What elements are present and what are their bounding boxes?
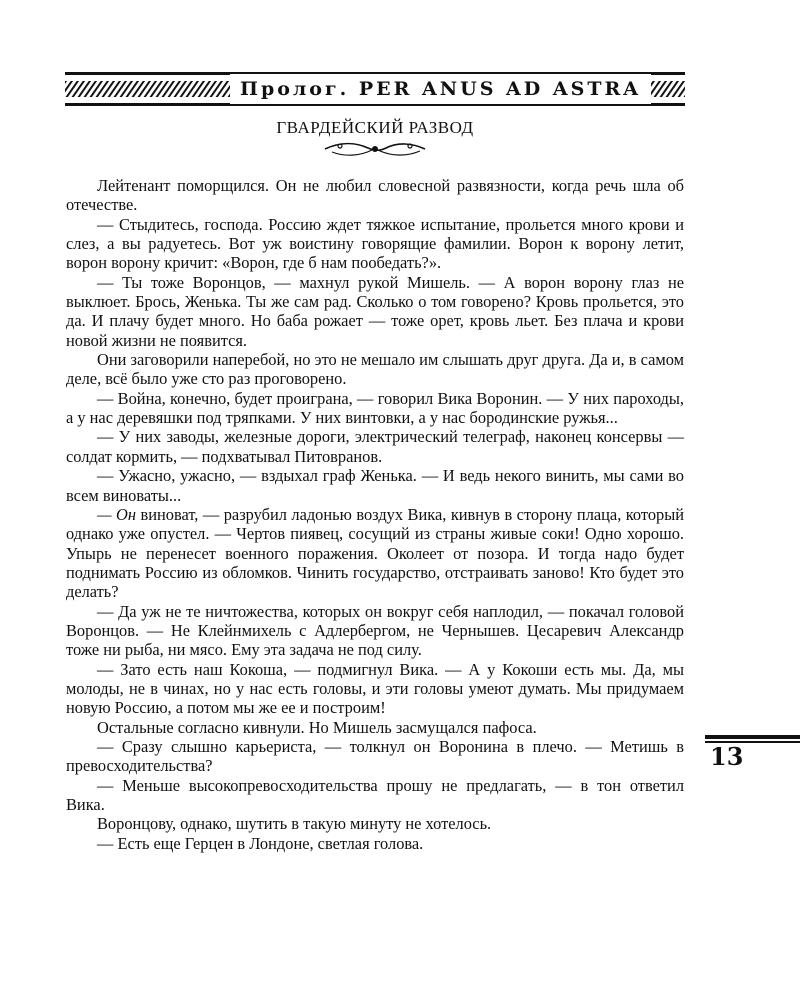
paragraph: Воронцову, однако, шутить в такую минуту не хотелось. bbox=[97, 814, 492, 834]
section-title: ГВАРДЕЙСКИЙ РАЗВОД bbox=[276, 118, 474, 137]
paragraph: — Меньше высокопревосходительства прошу не предлагать, — в тон ответил Вика. bbox=[66, 775, 684, 814]
paragraph: — Война, конечно, будет проиграна, — говорил Вика Воронин. — У них пароходы, а у нас деревяшки под тряпками. У них винтовки, а у нас бородинские ружья... bbox=[66, 388, 684, 428]
paragraph: — Зато есть наш Кокоша, — подмигнул Вика. — А у Кокоши есть мы. Да, мы молоды, не в чинах, но у нас есть головы, и эти головы умеют думать. Мы придумаем новую Россию, а потом мы же ее и построим! bbox=[66, 659, 684, 718]
paragraph: — Сразу слышно карьериста, — толкнул он Воронина в плечо. — Метишь в превосходительства? bbox=[66, 736, 684, 776]
flourish-ornament-icon bbox=[320, 138, 430, 160]
paragraph: Лейтенант поморщился. Он не любил словесной развязности, когда речь шла об отечестве. bbox=[66, 176, 684, 215]
paragraph: — Есть еще Герцен в Лондоне, светлая голова. bbox=[97, 833, 424, 853]
main-text bbox=[66, 176, 684, 853]
paragraph: — Ты тоже Воронцов, — махнул рукой Мишель. — А ворон ворону глаз не выклюет. Брось, Женька. Ты же сам рад. Сколько о том говорено? Кровь прольется, это да. И плачу будет много. Но баба рожает — тоже орет, кровь льет. Без плача и крови новой жизни не появится. bbox=[66, 272, 684, 350]
italic-lead: — Он bbox=[97, 504, 137, 524]
paragraph: Они заговорили наперебой, но это не мешало им слышать друг друга. Да и, в самом деле, всё было уже сто раз проговорено. bbox=[66, 350, 684, 389]
paragraph: — Он виноват, — разрубил ладонью воздух Вика, кивнув в сторону плаца, который однако уже опустел. — Чертов пиявец, сосущий из страны живые соки! Одно хорошо. Упырь не перенесет военного поражения. Околеет от позора. И тогда надо будет поднимать Россию из обломков. Чинить государство, отстраивать заново! Кто будет это делать? bbox=[66, 504, 685, 602]
running-header bbox=[65, 72, 685, 106]
header-title: Пролог. PER ANUS AD ASTRA bbox=[230, 74, 651, 104]
paragraph: Остальные согласно кивнули. Но Мишель засмущался пафоса. bbox=[97, 717, 537, 737]
paragraph: — Да уж не те ничтожества, которых он вокруг себя наплодил, — покачал головой Воронцов. — Не Клейнмихель с Адлербергом, не Чернышев. Цесаревич Александр тоже ни рыба, ни мясо. Ему эта задача не под силу. bbox=[66, 601, 684, 660]
paragraph: — У них заводы, железные дороги, электрический телеграф, наконец консервы — солдат кормить, — подхватывал Питовранов. bbox=[66, 427, 684, 466]
paragraph: — Стыдитесь, господа. Россию ждет тяжкое испытание, прольется много крови и слез, а вы радуетесь. Вот уж воистину говорящие фамилии. Ворон к ворону летит, ворон ворону кричит: «Ворон, где б нам пообедать?». bbox=[66, 214, 684, 273]
page-number: 13 bbox=[710, 742, 744, 771]
paragraph: — Ужасно, ужасно, — вздыхал граф Женька. — И ведь некого винить, мы сами во всем виноваты... bbox=[66, 466, 684, 505]
